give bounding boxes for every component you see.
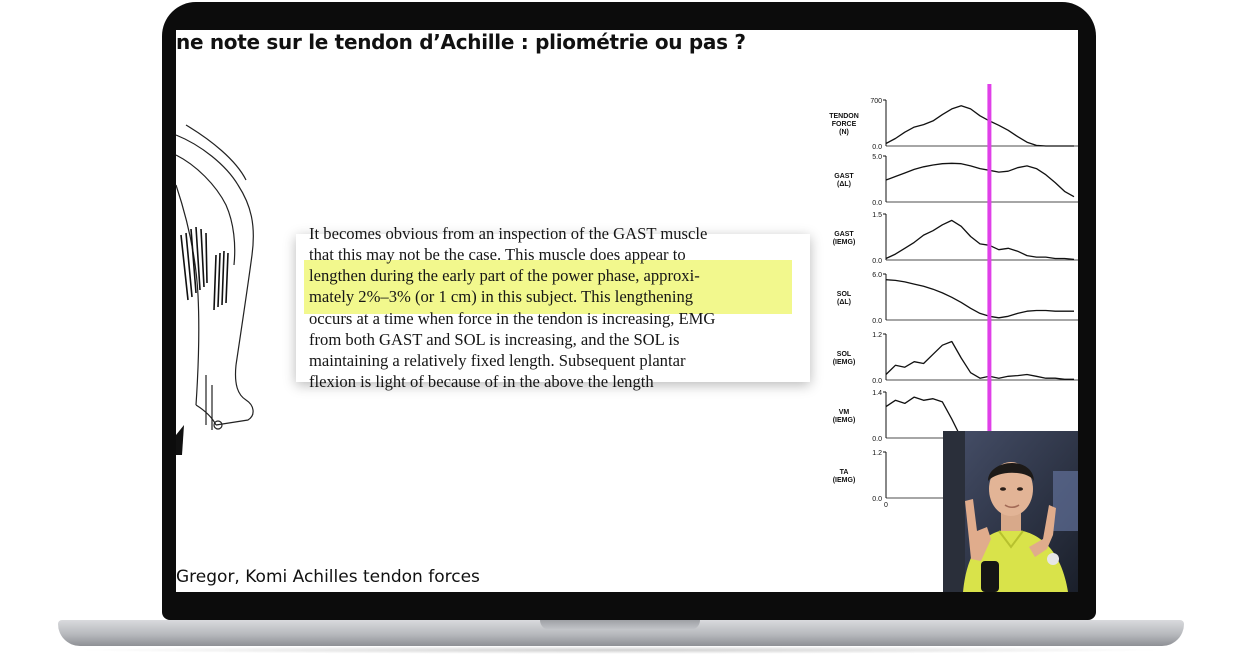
panel-label: (N) bbox=[839, 129, 849, 136]
excerpt-line: lengthen during the early part of the power phase, approxi- bbox=[309, 266, 700, 285]
panel-label: (ΔL) bbox=[837, 181, 851, 188]
panel-label: (IEMG) bbox=[832, 477, 856, 484]
y-tick-label: 0.0 bbox=[872, 378, 882, 385]
series-line bbox=[886, 342, 1074, 380]
series-line bbox=[886, 220, 1074, 259]
y-tick-label: 6.0 bbox=[872, 272, 882, 279]
y-tick-label: 1.2 bbox=[872, 450, 882, 457]
slide-title: ne note sur le tendon d’Achille : pliométrie ou pas ? bbox=[176, 30, 746, 54]
panel-label: TA bbox=[839, 469, 849, 476]
y-tick-label: 0.0 bbox=[872, 436, 882, 443]
laptop-screen bbox=[176, 30, 1078, 592]
panel-label: TENDON bbox=[829, 113, 859, 120]
excerpt-line: It becomes obvious from an inspection of the GAST muscle bbox=[309, 224, 708, 243]
excerpt-line: maintaining a relatively fixed length. Subsequent plantar bbox=[309, 351, 686, 370]
slide-caption: Gregor, Komi Achilles tendon forces bbox=[176, 567, 480, 587]
y-tick-label: 0.0 bbox=[872, 318, 882, 325]
x-tick-label: 0 bbox=[884, 502, 888, 509]
excerpt-line: flexion is light of because of in the above the length bbox=[309, 372, 654, 391]
panel-label: (IEMG) bbox=[832, 239, 856, 246]
excerpt-line: occurs at a time when force in the tendon is increasing, EMG bbox=[309, 309, 716, 328]
y-tick-label: 5.0 bbox=[872, 154, 882, 161]
excerpt-line: from both GAST and SOL is increasing, and the SOL is bbox=[309, 330, 680, 349]
panel-label: SOL bbox=[836, 291, 852, 298]
excerpt-line: mately 2%–3% (or 1 cm) in this subject. This lengthening bbox=[309, 287, 694, 306]
panel-label: (IEMG) bbox=[832, 417, 856, 424]
series-line bbox=[886, 163, 1074, 196]
panel-label: SOL bbox=[836, 351, 852, 358]
blank-area bbox=[528, 514, 734, 592]
panel-label: GAST bbox=[834, 231, 854, 238]
y-tick-label: 0.0 bbox=[872, 200, 882, 207]
y-tick-label: 700 bbox=[870, 98, 882, 105]
laptop-notch bbox=[540, 620, 700, 630]
article-excerpt bbox=[296, 224, 810, 391]
y-tick-label: 0.0 bbox=[872, 496, 882, 503]
leg-illustration bbox=[176, 125, 258, 455]
series-line bbox=[886, 280, 1074, 318]
panel-label: FORCE bbox=[831, 121, 857, 128]
y-tick-label: 0.0 bbox=[872, 258, 882, 265]
y-tick-label: 0.0 bbox=[872, 144, 882, 151]
y-tick-label: 1.4 bbox=[872, 390, 882, 397]
panel-label: GAST bbox=[834, 173, 854, 180]
panel-label: (ΔL) bbox=[837, 299, 851, 306]
presenter-webcam bbox=[943, 431, 1078, 592]
laptop-shadow bbox=[70, 646, 1170, 654]
series-line bbox=[886, 106, 1074, 146]
panel-label: (IEMG) bbox=[832, 359, 856, 366]
y-tick-label: 1.5 bbox=[872, 212, 882, 219]
panel-label: VM bbox=[838, 409, 850, 416]
excerpt-line: that this may not be the case. This muscle does appear to bbox=[309, 245, 686, 264]
y-tick-label: 1.2 bbox=[872, 332, 882, 339]
